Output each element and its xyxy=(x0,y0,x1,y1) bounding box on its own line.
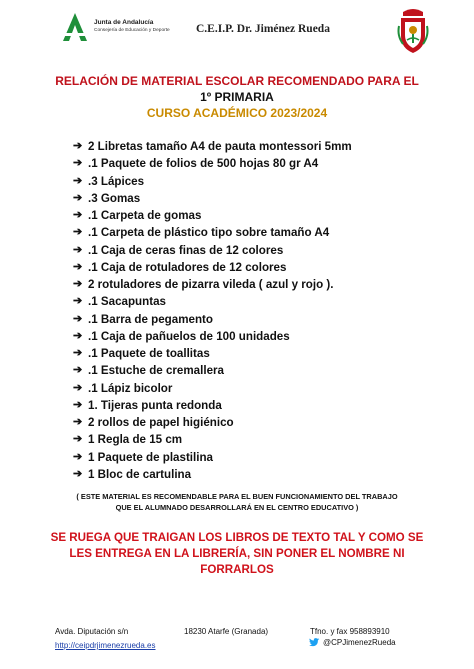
org-block xyxy=(94,20,170,33)
material-item xyxy=(73,259,433,276)
arrow-right-icon: ➔ xyxy=(73,191,83,204)
arrow-right-icon: ➔ xyxy=(73,450,83,463)
title-line-school-year: CURSO ACADÉMICO 2023/2024 xyxy=(146,106,328,120)
material-item xyxy=(73,276,433,293)
material-item-text: .1 Barra de pegamento xyxy=(88,312,213,326)
material-item-text: .3 Gomas xyxy=(88,191,141,205)
arrow-right-icon: ➔ xyxy=(73,140,83,152)
document-header xyxy=(0,0,474,60)
arrow-right-icon: ➔ xyxy=(73,467,83,480)
warning-line-3: FORRARLOS xyxy=(200,563,274,576)
material-item xyxy=(73,138,433,155)
arrow-right-icon: ➔ xyxy=(73,174,83,187)
material-item-text: 2 rollos de papel higiénico xyxy=(88,416,234,429)
arrow-right-icon: ➔ xyxy=(73,416,83,428)
org-subtitle: Consejería de Educación y Deporte xyxy=(94,27,170,33)
title-line-grade: 1º PRIMARIA xyxy=(200,90,274,104)
material-item xyxy=(73,414,433,431)
material-item-text: 1 Bloc de cartulina xyxy=(88,467,192,481)
material-item-text: .1 Caja de ceras finas de 12 colores xyxy=(88,243,284,257)
arrow-right-icon: ➔ xyxy=(73,398,83,411)
material-item-text: .1 Paquete de toallitas xyxy=(88,347,210,360)
material-item xyxy=(73,380,433,397)
footer-phone: Tfno. y fax 958893910 xyxy=(310,627,390,636)
arrow-right-icon: ➔ xyxy=(73,295,83,308)
material-item xyxy=(73,466,433,483)
material-item xyxy=(73,190,433,207)
material-item-text: .3 Lápices xyxy=(88,174,145,188)
material-item xyxy=(73,345,433,362)
arrow-right-icon: ➔ xyxy=(73,226,83,239)
footer-twitter[interactable] xyxy=(309,638,396,647)
junta-de-andalucia-logo-icon xyxy=(62,12,88,42)
material-item-text: 1 Regla de 15 cm xyxy=(88,433,183,447)
material-item-text: 2 Libretas tamaño A4 de pauta montessori 5mm xyxy=(88,140,352,153)
material-item xyxy=(73,242,433,259)
materials-list xyxy=(73,138,433,483)
material-item xyxy=(73,362,433,379)
arrow-right-icon: ➔ xyxy=(73,157,83,170)
warning-line-2: LES ENTREGA EN LA LIBRERÍA, SIN PONER EL NOMBRE NI xyxy=(69,547,405,560)
material-item xyxy=(73,449,433,466)
material-item-text: .1 Sacapuntas xyxy=(88,295,166,309)
warning-line-1: SE RUEGA QUE TRAIGAN LOS LIBROS DE TEXTO TAL Y COMO SE xyxy=(50,531,424,544)
material-item-text: 1. Tijeras punta redonda xyxy=(88,398,222,412)
material-item xyxy=(73,328,433,345)
material-item xyxy=(73,311,433,328)
material-item xyxy=(73,173,433,190)
arrow-right-icon: ➔ xyxy=(73,260,83,273)
recommendation-note xyxy=(36,491,438,513)
textbook-warning xyxy=(44,530,430,578)
material-item-text: .1 Caja de pañuelos de 100 unidades xyxy=(88,329,290,343)
material-item-text: 2 rotuladores de pizarra vileda ( azul y rojo ). xyxy=(88,278,334,291)
arrow-right-icon: ➔ xyxy=(73,209,83,221)
arrow-right-icon: ➔ xyxy=(73,278,83,290)
footer-address: Avda. Diputación s/n xyxy=(55,627,129,636)
footer-twitter-handle: @CPJimenezRueda xyxy=(323,638,396,647)
arrow-right-icon: ➔ xyxy=(73,364,83,377)
footer-website-link[interactable]: http://ceipdrjimenezrueda.es xyxy=(55,641,156,650)
material-item-text: .1 Caja de rotuladores de 12 colores xyxy=(88,260,287,274)
document-title-block xyxy=(40,73,434,121)
twitter-bird-icon xyxy=(309,638,320,647)
material-item-text: 1 Paquete de plastilina xyxy=(88,450,213,464)
material-item xyxy=(73,207,433,224)
org-name: Junta de Andalucía xyxy=(94,19,154,26)
arrow-right-icon: ➔ xyxy=(73,347,83,359)
arrow-right-icon: ➔ xyxy=(73,329,83,342)
title-line-relacion: RELACIÓN DE MATERIAL ESCOLAR RECOMENDADO PARA EL xyxy=(55,74,419,88)
material-item-text: .1 Estuche de cremallera xyxy=(88,364,224,378)
school-crest-icon xyxy=(395,6,431,54)
arrow-right-icon: ➔ xyxy=(73,381,83,394)
material-item xyxy=(73,293,433,310)
material-item xyxy=(73,155,433,172)
school-name: C.E.I.P. Dr. Jiménez Rueda xyxy=(196,23,330,35)
note-line-1: ( ESTE MATERIAL ES RECOMENDABLE PARA EL BUEN FUNCIONAMIENTO DEL TRABAJO xyxy=(76,492,398,501)
arrow-right-icon: ➔ xyxy=(73,433,83,446)
arrow-right-icon: ➔ xyxy=(73,312,83,325)
material-item-text: .1 Carpeta de gomas xyxy=(88,209,202,222)
material-item xyxy=(73,397,433,414)
material-item-text: .1 Carpeta de plástico tipo sobre tamaño A4 xyxy=(88,226,330,240)
document-footer xyxy=(0,620,474,669)
arrow-right-icon: ➔ xyxy=(73,243,83,256)
material-item-text: .1 Lápiz bicolor xyxy=(88,381,173,395)
note-line-2: QUE EL ALUMNADO DESARROLLARÁ EN EL CENTRO EDUCATIVO ) xyxy=(115,503,359,512)
material-item xyxy=(73,224,433,241)
material-item xyxy=(73,431,433,448)
footer-city: 18230 Atarfe (Granada) xyxy=(184,627,269,636)
material-item-text: .1 Paquete de folios de 500 hojas 80 gr A4 xyxy=(88,157,319,171)
